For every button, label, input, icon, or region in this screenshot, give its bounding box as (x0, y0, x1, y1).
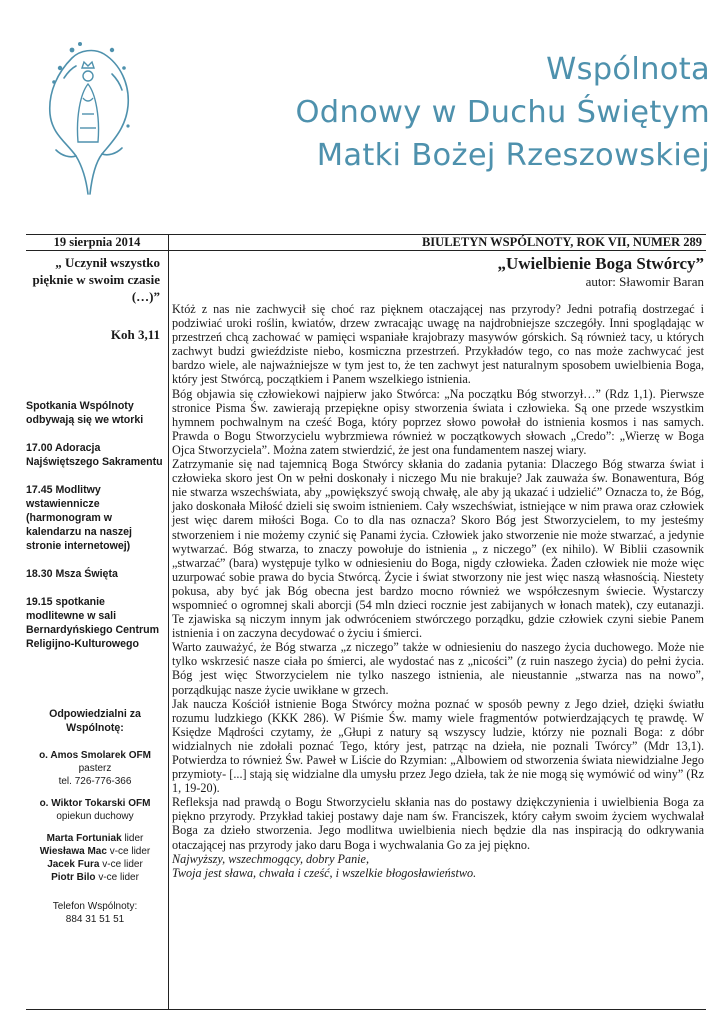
leader-role: v-ce lider (98, 872, 139, 883)
leader-row (26, 858, 164, 871)
leader-role: v-ce lider (102, 859, 143, 870)
phone-label: Telefon Wspólnoty: (52, 901, 138, 912)
leader-role: v-ce lider (109, 846, 151, 857)
tree-madonna-logo-icon (42, 38, 134, 196)
leader-row (26, 832, 164, 845)
leader-row (26, 845, 164, 858)
meeting-item: 18.30 Msza Święta (26, 568, 118, 580)
sidebar (26, 254, 164, 926)
meeting-item: 17.45 Modlitwy wstawiennicze (harmonogram w kalendarzu na naszej stronie internetowej) (26, 484, 132, 552)
leader-name: Wiesława Mac (39, 846, 107, 857)
article-paragraph: Jak naucza Kościół istnienie Boga Stwórcy można poznać w sposób pewny z Jego dzieł, dzięki światłu rozumu ludzkiego (KKK 286). W Piśmie Św. mamy wiele fragmentów potwierdzających tę prawdę. W Księdze Mądrości czytamy, że „Głupi z natury są wszyscy ludzie, którzy nie poznali Boga: z dóbr widzialnych nie zdołali poznać Tego, który jest, patrząc na dzieła, nie poznali Twórcy” (Mdr 13,1). Potwierdza to również Św. Paweł w Liście do Rzymian: „Albowiem od stworzenia świata niewidzialne Jego przymioty- [...] stają się widzialne dla umysłu przez Jego dzieła, tak że nie mogą się wymówić od winy” (Rz 1, 19-20). (172, 696, 704, 796)
article-author: autor: Sławomir Baran (585, 274, 704, 289)
meeting-item: Spotkania Wspólnoty odbywają się we wtorki (26, 400, 144, 426)
info-bar (26, 234, 706, 251)
masthead-line-3: Matki Bożej Rzeszowskiej (316, 138, 710, 173)
leader-name: Piotr Bilo (51, 872, 96, 883)
masthead (180, 48, 710, 177)
leader-name: Jacek Fura (47, 859, 100, 870)
meeting-item: 17.00 Adoracja Najświętszego Sakramentu (26, 442, 163, 468)
sidebar-quote-reference: Koh 3,11 (110, 327, 160, 342)
article-body (172, 302, 704, 880)
responsible-header: Odpowiedzialni za Wspólnotę: (49, 708, 141, 734)
leaders-list (26, 832, 164, 884)
priest-2 (26, 797, 164, 823)
issue-date: 19 sierpnia 2014 (53, 235, 141, 249)
contacts (26, 707, 164, 926)
leader-name: Marta Fortuniak (46, 833, 122, 844)
article-paragraph: Zatrzymanie się nad tajemnicą Boga Stwórcy skłania do zadania pytania: Dlaczego Bóg stwarza świat i człowieka skoro jest On w pełni doskonały i niczego Mu nie brakuje? Jak zauważa św. Bonawentura, Bóg nie stwarza wszechświata, aby „powiększyć swoją chwałę, ale aby ją ukazać i udzielić” Oznacza to, że Bóg, jako doskonała Miłość dzieli się swoim istnieniem. Cały wszechświat, istniejące w nim prawa oraz człowiek jest więc darem miłości Boga. Co to dla nas oznacza? Skoro Bóg jest Stworzycielem, to my jesteśmy stworzeniem i nie możemy czynić się Panami życia. Człowiek jako stworzenie nie może stwarzać, a jedynie wytwarzać. Bóg stwarza, to znaczy powołuje do istnienia „ z niczego” (ex nihilo). W Biblii czasownik „stwarzać” (bara) występuje tylko w odniesieniu do Boga, nigdy człowieka. Żaden człowiek nie może więc uzurpować sobie prawa do bycia Stwórcą. Życie i świat stworzony nie jest więc naszą własnością. Niestety pokusa, aby być jak Bóg obecna jest bardzo mocno również we współczesnym świecie. Wystarczy wspomnieć o ogromnej skali aborcji (54 mln dzieci rocznie jest zabijanych w łonach matek), czy eutanazji. Te zjawiska są niczym innym jak odwróceniem stwórczego porządku, gdzie człowiek czyni siebie Panem istnienia i on zaczyna decydować o życiu i śmierci. (172, 457, 704, 641)
priest-1-role: pasterz (78, 763, 112, 774)
leader-row (26, 871, 164, 884)
phone-number: 884 31 51 51 (65, 914, 125, 925)
sidebar-quote: „ Uczynił wszystko pięknie w swoim czasie (…)” (32, 255, 160, 304)
article-paragraph: Warto zauważyć, że Bóg stwarza „z niczego” także w odniesieniu do naszego życia duchowego. Może nie tylko wskrzesić nasze ciała po śmierci, ale wydostać nas z „nicości” (z ruin naszego życia) do pełni życia. Bóg jest więc Stworzycielem nie tylko naszego istnienia, ale nieustannie „stwarza nas na nowo”, porządkując nasze życie uwikłane w grzech. (172, 640, 704, 697)
meeting-schedule (26, 399, 164, 651)
masthead-line-1: Wspólnota (546, 52, 710, 87)
closing-prayer-line: Twoja jest sława, chwała i cześć, i wszelkie błogosławieństwo. (172, 865, 477, 880)
priest-1-name: o. Amos Smolarek OFM (39, 750, 151, 761)
priest-1 (26, 749, 164, 788)
priest-2-role: opiekun duchowy (56, 811, 134, 822)
leader-role: lider (124, 833, 144, 844)
priest-2-name: o. Wiktor Tokarski OFM (39, 798, 151, 809)
article-paragraph: Któż z nas nie zachwycił się choć raz pięknem otaczającej nas przyrody? Jedni potrafią dostrzegać i podziwiać uroki roślin, kwiatów, drzew zwracając uwagę na najdrobniejsze szczegóły. Inni spoglądając w przestrzeń chcą zachować w pamięci wspaniałe krajobrazy masywów górskich. Są również tacy, u których zachwyt budzi gwieździste niebo, kosmiczna przestrzeń. Przykładów tego, co nas może zachwycać jest bardzo wiele, ale najważniejsze w tym jest to, że ten zachwyt jest naturalnym sposobem uwielbienia Boga, który jest Stwórcą, początkiem i Panem wszelkiego istnienia. (172, 302, 704, 387)
meeting-item: 19.15 spotkanie modlitewne w sali Bernardyńskiego Centrum Religijno-Kulturowego (26, 596, 160, 650)
article-paragraph: Refleksja nad prawdą o Bogu Stworzycielu skłania nas do postawy dziękczynienia i uwielbienia Boga za piękno przyrody. Przykład takiej postawy daje nam św. Franciszek, który całym swoim życiem wychwalał Boga za dzieło stworzenia. Jego modlitwa uwielbienia niech będzie dla nas inspiracją do odkrywania otaczającej nas przyrody jako daru Boga i wychwalania Go za jej piękno. (172, 795, 704, 852)
bottom-rule (26, 1009, 706, 1010)
article (172, 254, 704, 880)
masthead-line-2: Odnowy w Duchu Świętym (295, 95, 710, 130)
issue-number: BIULETYN WSPÓLNOTY, ROK VII, NUMER 289 (421, 235, 702, 249)
priest-1-phone: tel. 726-776-366 (58, 776, 132, 787)
article-paragraph: Bóg objawia się człowiekowi najpierw jako Stwórca: „Na początku Bóg stworzył…” (Rdz 1,1). Pierwsze stronice Pisma Św. zawierają przepiękne opisy stworzenia świata i człowieka. Są one przede wszystkim hymnem pochwalnym na cześć Boga, który poprzez słowo powołał do istnienia kosmos i nas samych. Prawda o Bogu Stworzycielu wybrzmiewa również w początkowych słowach „Credo”: „Wierzę w Boga Ojca Stworzyciela”. Można zatem stwierdzić, że jest ona fundamentem naszej wiary. (172, 386, 704, 457)
article-title: „Uwielbienie Boga Stwórcy” (497, 254, 704, 273)
closing-prayer-line: Najwyższy, wszechmogący, dobry Panie, (172, 851, 370, 866)
column-divider (168, 234, 169, 1010)
